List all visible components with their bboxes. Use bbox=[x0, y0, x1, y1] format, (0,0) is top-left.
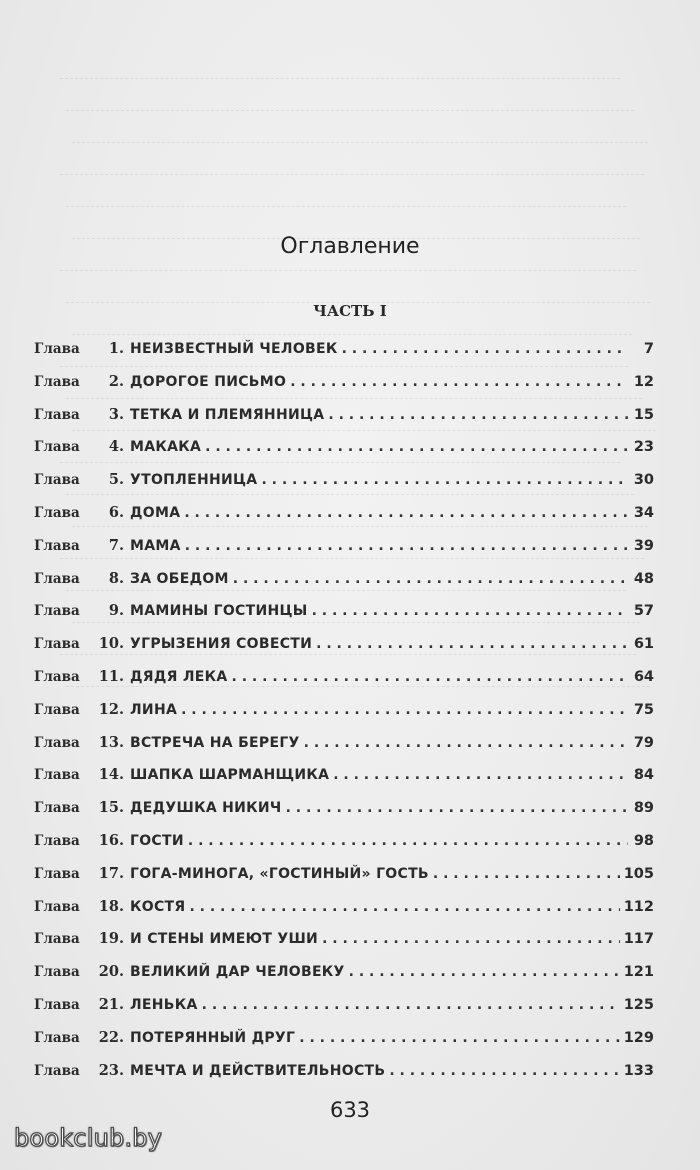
chapter-page: 30 bbox=[633, 472, 654, 489]
chapter-title: ШАПКА ШАРМАНЩИКА bbox=[130, 767, 330, 784]
chapter-label: Глава bbox=[34, 800, 80, 817]
toc-entry bbox=[34, 504, 654, 537]
toc-entry bbox=[34, 1062, 654, 1095]
chapter-title: ЛЕНЬКА bbox=[130, 996, 198, 1013]
chapter-page: 75 bbox=[633, 701, 654, 718]
chapter-number: 6. bbox=[108, 503, 124, 521]
toc-entry bbox=[34, 1029, 654, 1062]
chapter-label: Глава bbox=[34, 832, 80, 849]
chapter-title: ДЕДУШКА НИКИЧ bbox=[130, 800, 282, 817]
toc-entry bbox=[34, 734, 654, 767]
chapter-title: ПОТЕРЯННЫЙ ДРУГ bbox=[130, 1029, 296, 1046]
chapter-title: ВСТРЕЧА НА БЕРЕГУ bbox=[130, 734, 300, 751]
chapter-number: 22. bbox=[98, 1028, 124, 1046]
dot-leader bbox=[333, 767, 628, 783]
chapter-page: 117 bbox=[623, 931, 654, 948]
bleed-through-line bbox=[72, 334, 632, 336]
chapter-number: 2. bbox=[108, 372, 124, 390]
dot-leader bbox=[349, 964, 620, 980]
dot-leader bbox=[389, 1063, 619, 1079]
dot-leader bbox=[286, 800, 628, 816]
dot-leader bbox=[322, 931, 620, 947]
chapter-label: Глава bbox=[34, 734, 80, 751]
page-number: 633 bbox=[329, 1098, 371, 1122]
toc-entry bbox=[34, 766, 654, 799]
chapter-number: 18. bbox=[98, 897, 124, 915]
part-heading: ЧАСТЬ I bbox=[313, 302, 387, 320]
dot-leader bbox=[188, 833, 628, 849]
toc-entry bbox=[34, 635, 654, 668]
chapter-number: 17. bbox=[98, 864, 124, 882]
dot-leader bbox=[189, 899, 619, 915]
dot-leader bbox=[290, 374, 628, 390]
dot-leader bbox=[205, 439, 628, 455]
chapter-number: 16. bbox=[98, 831, 124, 849]
bleed-through-line bbox=[72, 142, 648, 144]
chapter-number: 4. bbox=[108, 438, 124, 456]
chapter-page: 34 bbox=[633, 504, 654, 521]
dot-leader bbox=[299, 1030, 619, 1046]
chapter-label: Глава bbox=[34, 504, 80, 521]
chapter-number: 8. bbox=[108, 569, 124, 587]
dot-leader bbox=[181, 702, 628, 718]
chapter-title: МЕЧТА И ДЕЙСТВИТЕЛЬНОСТЬ bbox=[130, 1062, 386, 1079]
chapter-page: 125 bbox=[623, 996, 654, 1013]
chapter-page: 84 bbox=[633, 767, 654, 784]
toc-entry bbox=[34, 340, 654, 373]
toc-entry bbox=[34, 471, 654, 504]
chapter-page: 112 bbox=[623, 898, 654, 915]
chapter-number: 15. bbox=[98, 799, 124, 817]
chapter-page: 133 bbox=[623, 1062, 654, 1079]
chapter-page: 105 bbox=[623, 865, 654, 882]
chapter-number: 19. bbox=[98, 930, 124, 948]
chapter-number: 23. bbox=[98, 1061, 124, 1079]
chapter-number: 5. bbox=[108, 471, 124, 489]
chapter-number: 13. bbox=[98, 733, 124, 751]
chapter-label: Глава bbox=[34, 1062, 80, 1079]
chapter-number: 21. bbox=[98, 995, 124, 1013]
toc-entry bbox=[34, 602, 654, 635]
chapter-page: 39 bbox=[633, 537, 654, 554]
chapter-title: МАКАКА bbox=[130, 439, 202, 456]
chapter-label: Глава bbox=[34, 898, 80, 915]
chapter-page: 64 bbox=[633, 668, 654, 685]
chapter-number: 3. bbox=[108, 405, 124, 423]
chapter-title: ДОРОГОЕ ПИСЬМО bbox=[130, 373, 287, 390]
toc-entry bbox=[34, 570, 654, 603]
chapter-page: 121 bbox=[623, 964, 654, 981]
chapter-label: Глава bbox=[34, 767, 80, 784]
chapter-title: МАМИНЫ ГОСТИНЦЫ bbox=[130, 603, 308, 620]
dot-leader bbox=[342, 341, 628, 357]
toc-heading: Оглавление bbox=[280, 234, 420, 259]
chapter-title: НЕИЗВЕСТНЫЙ ЧЕЛОВЕК bbox=[130, 341, 338, 357]
chapter-label: Глава bbox=[34, 865, 80, 882]
bleed-through-line bbox=[66, 110, 634, 112]
toc-entry bbox=[34, 930, 654, 963]
chapter-page: 12 bbox=[633, 373, 654, 390]
chapter-page: 23 bbox=[633, 439, 654, 456]
chapter-page: 98 bbox=[633, 832, 654, 849]
toc-entry bbox=[34, 799, 654, 832]
toc-entry bbox=[34, 668, 654, 701]
dot-leader bbox=[316, 636, 628, 652]
chapter-title: ГОСТИ bbox=[130, 832, 184, 849]
chapter-page: 57 bbox=[633, 603, 654, 620]
dot-leader bbox=[233, 571, 628, 587]
dot-leader bbox=[312, 603, 628, 619]
dot-leader bbox=[232, 669, 628, 685]
toc-entry bbox=[34, 537, 654, 570]
bleed-through-line bbox=[60, 270, 636, 272]
chapter-page: 15 bbox=[633, 406, 654, 423]
chapter-page: 89 bbox=[633, 800, 654, 817]
dot-leader bbox=[261, 472, 628, 488]
chapter-title: МАМА bbox=[130, 537, 181, 554]
chapter-page: 7 bbox=[643, 341, 654, 357]
dot-leader bbox=[328, 407, 628, 423]
dot-leader bbox=[185, 538, 628, 554]
chapter-label: Глава bbox=[34, 472, 80, 489]
chapter-number: 7. bbox=[108, 536, 124, 554]
chapter-number: 9. bbox=[108, 602, 124, 620]
chapter-label: Глава bbox=[34, 439, 80, 456]
chapter-number: 1. bbox=[108, 340, 124, 357]
chapter-label: Глава bbox=[34, 406, 80, 423]
bleed-through-line bbox=[60, 174, 644, 176]
chapter-page: 129 bbox=[623, 1029, 654, 1046]
chapter-label: Глава bbox=[34, 636, 80, 653]
toc-entry bbox=[34, 406, 654, 439]
chapter-title: ГОГА-МИНОГА, «ГОСТИНЫЙ» ГОСТЬ bbox=[130, 865, 429, 882]
chapter-label: Глава bbox=[34, 668, 80, 685]
chapter-page: 61 bbox=[633, 636, 654, 653]
toc-entry bbox=[34, 373, 654, 406]
toc-entry bbox=[34, 996, 654, 1029]
toc-entry bbox=[34, 865, 654, 898]
chapter-number: 10. bbox=[98, 635, 124, 653]
chapter-label: Глава bbox=[34, 964, 80, 981]
chapter-title: ТЕТКА И ПЛЕМЯННИЦА bbox=[130, 406, 325, 423]
toc-entry bbox=[34, 898, 654, 931]
chapter-label: Глава bbox=[34, 373, 80, 390]
chapter-title: ДОМА bbox=[130, 504, 181, 521]
chapter-number: 11. bbox=[98, 667, 124, 685]
chapter-title: ВЕЛИКИЙ ДАР ЧЕЛОВЕКУ bbox=[130, 964, 345, 981]
dot-leader bbox=[184, 505, 628, 521]
chapter-number: 12. bbox=[98, 700, 124, 718]
dot-leader bbox=[304, 735, 628, 751]
chapter-title: ЗА ОБЕДОМ bbox=[130, 570, 229, 587]
chapter-label: Глава bbox=[34, 603, 80, 620]
chapter-title: УГРЫЗЕНИЯ СОВЕСТИ bbox=[130, 636, 313, 653]
toc-entry bbox=[34, 963, 654, 996]
chapter-label: Глава bbox=[34, 996, 80, 1013]
chapter-label: Глава bbox=[34, 537, 80, 554]
chapter-label: Глава bbox=[34, 341, 80, 357]
chapter-page: 48 bbox=[633, 570, 654, 587]
chapter-title: КОСТЯ bbox=[130, 898, 186, 915]
chapter-title: И СТЕНЫ ИМЕЮТ УШИ bbox=[130, 931, 319, 948]
chapter-number: 14. bbox=[98, 766, 124, 784]
dot-leader bbox=[202, 997, 620, 1013]
chapter-label: Глава bbox=[34, 570, 80, 587]
chapter-page: 79 bbox=[633, 734, 654, 751]
toc-list bbox=[34, 340, 654, 1094]
chapter-label: Глава bbox=[34, 1029, 80, 1046]
chapter-title: УТОПЛЕННИЦА bbox=[130, 472, 258, 489]
toc-entry bbox=[34, 438, 654, 471]
chapter-label: Глава bbox=[34, 931, 80, 948]
dot-leader bbox=[433, 866, 620, 882]
chapter-number: 20. bbox=[98, 963, 124, 981]
chapter-label: Глава bbox=[34, 701, 80, 718]
watermark-logo: bookclub.by bbox=[14, 1124, 163, 1152]
bleed-through-line bbox=[66, 206, 626, 208]
toc-entry bbox=[34, 832, 654, 865]
chapter-title: ЛИНА bbox=[130, 701, 178, 718]
bleed-through-line bbox=[60, 78, 620, 80]
chapter-title: ДЯДЯ ЛЕКА bbox=[130, 668, 228, 685]
toc-entry bbox=[34, 701, 654, 734]
